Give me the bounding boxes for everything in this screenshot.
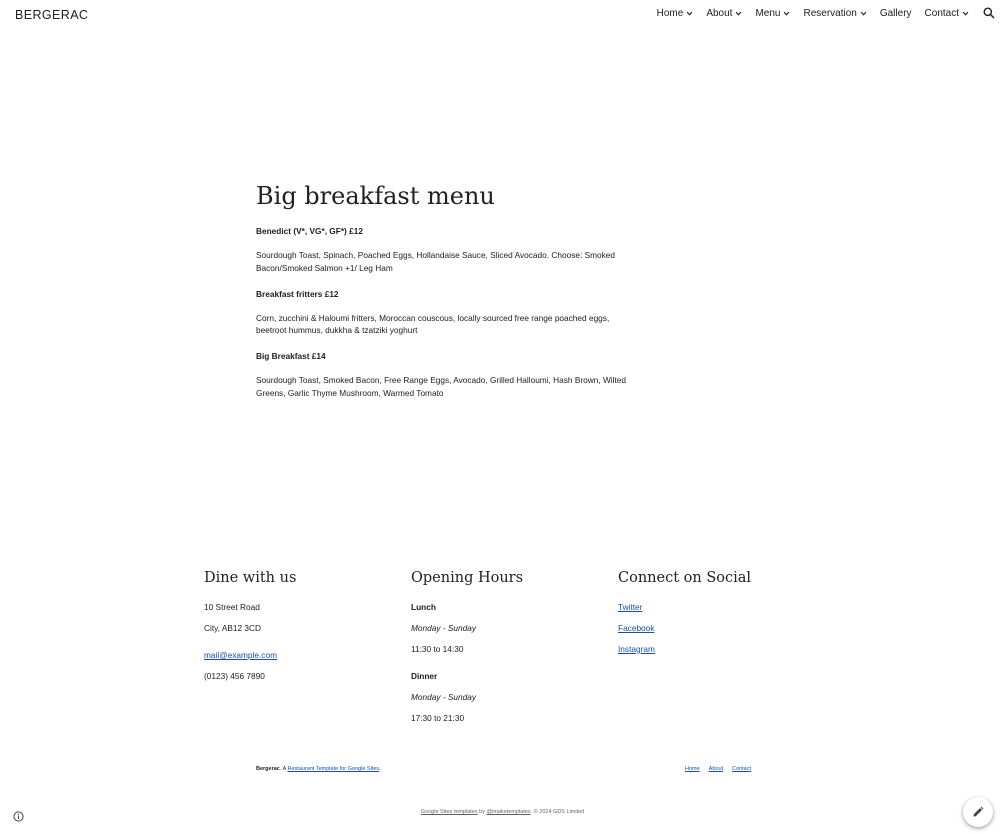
address-street: 10 Street Road bbox=[204, 602, 260, 612]
menu-item bbox=[256, 289, 636, 338]
credit-prefix: . A bbox=[279, 766, 288, 772]
menu-section bbox=[256, 182, 636, 414]
menu-item-description: Sourdough Toast, Spinach, Poached Eggs, Hollandaise Sauce, Sliced Avocado. Choose: Smoked Bacon/Smoked Salmon +1/ Leg Ham bbox=[256, 250, 616, 273]
hours-heading: Opening Hours bbox=[411, 570, 524, 586]
nav-item-about[interactable] bbox=[706, 8, 742, 19]
dine-heading: Dine with us bbox=[204, 570, 297, 586]
nav-label: Home bbox=[656, 7, 684, 19]
search-icon[interactable] bbox=[983, 7, 995, 19]
facebook-link[interactable]: Facebook bbox=[618, 623, 655, 633]
chevron-down-icon[interactable] bbox=[735, 10, 742, 17]
nav-item-home[interactable] bbox=[657, 8, 694, 19]
lunch-days: Monday - Sunday bbox=[411, 623, 477, 633]
footer-link-about[interactable]: About bbox=[708, 766, 724, 772]
site-title[interactable]: BERGERAC bbox=[15, 8, 89, 22]
credit-brand: Bergerac bbox=[256, 766, 280, 772]
hours-column bbox=[411, 570, 601, 733]
info-icon[interactable] bbox=[13, 811, 24, 822]
chevron-down-icon[interactable] bbox=[686, 10, 693, 17]
instagram-link[interactable]: Instagram bbox=[618, 644, 655, 654]
address-city: City, AB12 3CD bbox=[204, 623, 262, 633]
nav-label: Reservation bbox=[803, 7, 857, 19]
footer-link-contact[interactable]: Contact bbox=[732, 766, 751, 772]
template-credit bbox=[256, 766, 381, 772]
menu-item-title: Benedict (V*, VG*, GF*) £12 bbox=[256, 226, 363, 236]
email-link[interactable]: mail@example.com bbox=[204, 650, 277, 660]
dinner-days: Monday - Sunday bbox=[411, 692, 477, 702]
menu-item-title: Breakfast fritters £12 bbox=[256, 288, 339, 299]
chevron-down-icon[interactable] bbox=[860, 10, 867, 17]
template-link[interactable]: Restaurant Template for Google Sites bbox=[287, 766, 380, 772]
imaketemplates-link[interactable]: @imaketemplates bbox=[486, 809, 531, 815]
dinner-time: 17:30 to 21:30 bbox=[411, 713, 465, 723]
credit-suffix: . bbox=[379, 766, 381, 772]
nav-label: Menu bbox=[755, 7, 781, 19]
dinner-label: Dinner bbox=[411, 671, 438, 681]
nav-item-gallery[interactable] bbox=[880, 8, 912, 19]
twitter-link[interactable]: Twitter bbox=[618, 602, 643, 612]
nav-label: About bbox=[706, 7, 733, 19]
social-heading: Connect on Social bbox=[618, 570, 752, 586]
lunch-time: 11:30 to 14:30 bbox=[411, 644, 464, 654]
menu-item bbox=[256, 351, 636, 400]
copyright-text: . © 2024 GDS Limited bbox=[530, 809, 585, 815]
menu-item-title: Big Breakfast £14 bbox=[256, 351, 326, 362]
menu-item bbox=[256, 226, 636, 275]
dine-column bbox=[204, 570, 394, 691]
nav-item-reservation[interactable] bbox=[803, 8, 866, 19]
pencil-icon bbox=[972, 806, 984, 818]
phone-number: (0123) 456 7890 bbox=[204, 671, 265, 681]
header-bar bbox=[0, 0, 1005, 30]
nav-label: Contact bbox=[924, 7, 959, 19]
nav-item-contact[interactable] bbox=[925, 8, 969, 19]
social-column bbox=[618, 570, 808, 664]
page-title: Big breakfast menu bbox=[256, 182, 495, 210]
footer-links bbox=[676, 766, 751, 772]
nav-label: Gallery bbox=[879, 7, 912, 19]
bottom-credit bbox=[0, 809, 1005, 815]
menu-item-description: Corn, zucchini & Haloumi fritters, Moroccan couscous, locally sourced free range poached eggs, beetroot hummus, dukkha & tzatziki yoghurt bbox=[256, 312, 610, 336]
chevron-down-icon[interactable] bbox=[962, 10, 969, 17]
google-sites-templates-link[interactable]: Google Sites templates bbox=[420, 809, 478, 815]
footer-link-home[interactable]: Home bbox=[684, 766, 700, 772]
edit-button[interactable] bbox=[963, 797, 993, 827]
bottom-by: by bbox=[477, 809, 487, 815]
main-nav bbox=[644, 7, 995, 19]
chevron-down-icon[interactable] bbox=[783, 10, 790, 17]
lunch-label: Lunch bbox=[411, 602, 436, 612]
menu-item-description: Sourdough Toast, Smoked Bacon, Free Range Eggs, Avocado, Grilled Halloumi, Hash Brown, Wilted Greens, Garlic Thyme Mushroom, Warmed Tomato bbox=[256, 375, 627, 398]
nav-item-menu[interactable] bbox=[755, 8, 790, 19]
